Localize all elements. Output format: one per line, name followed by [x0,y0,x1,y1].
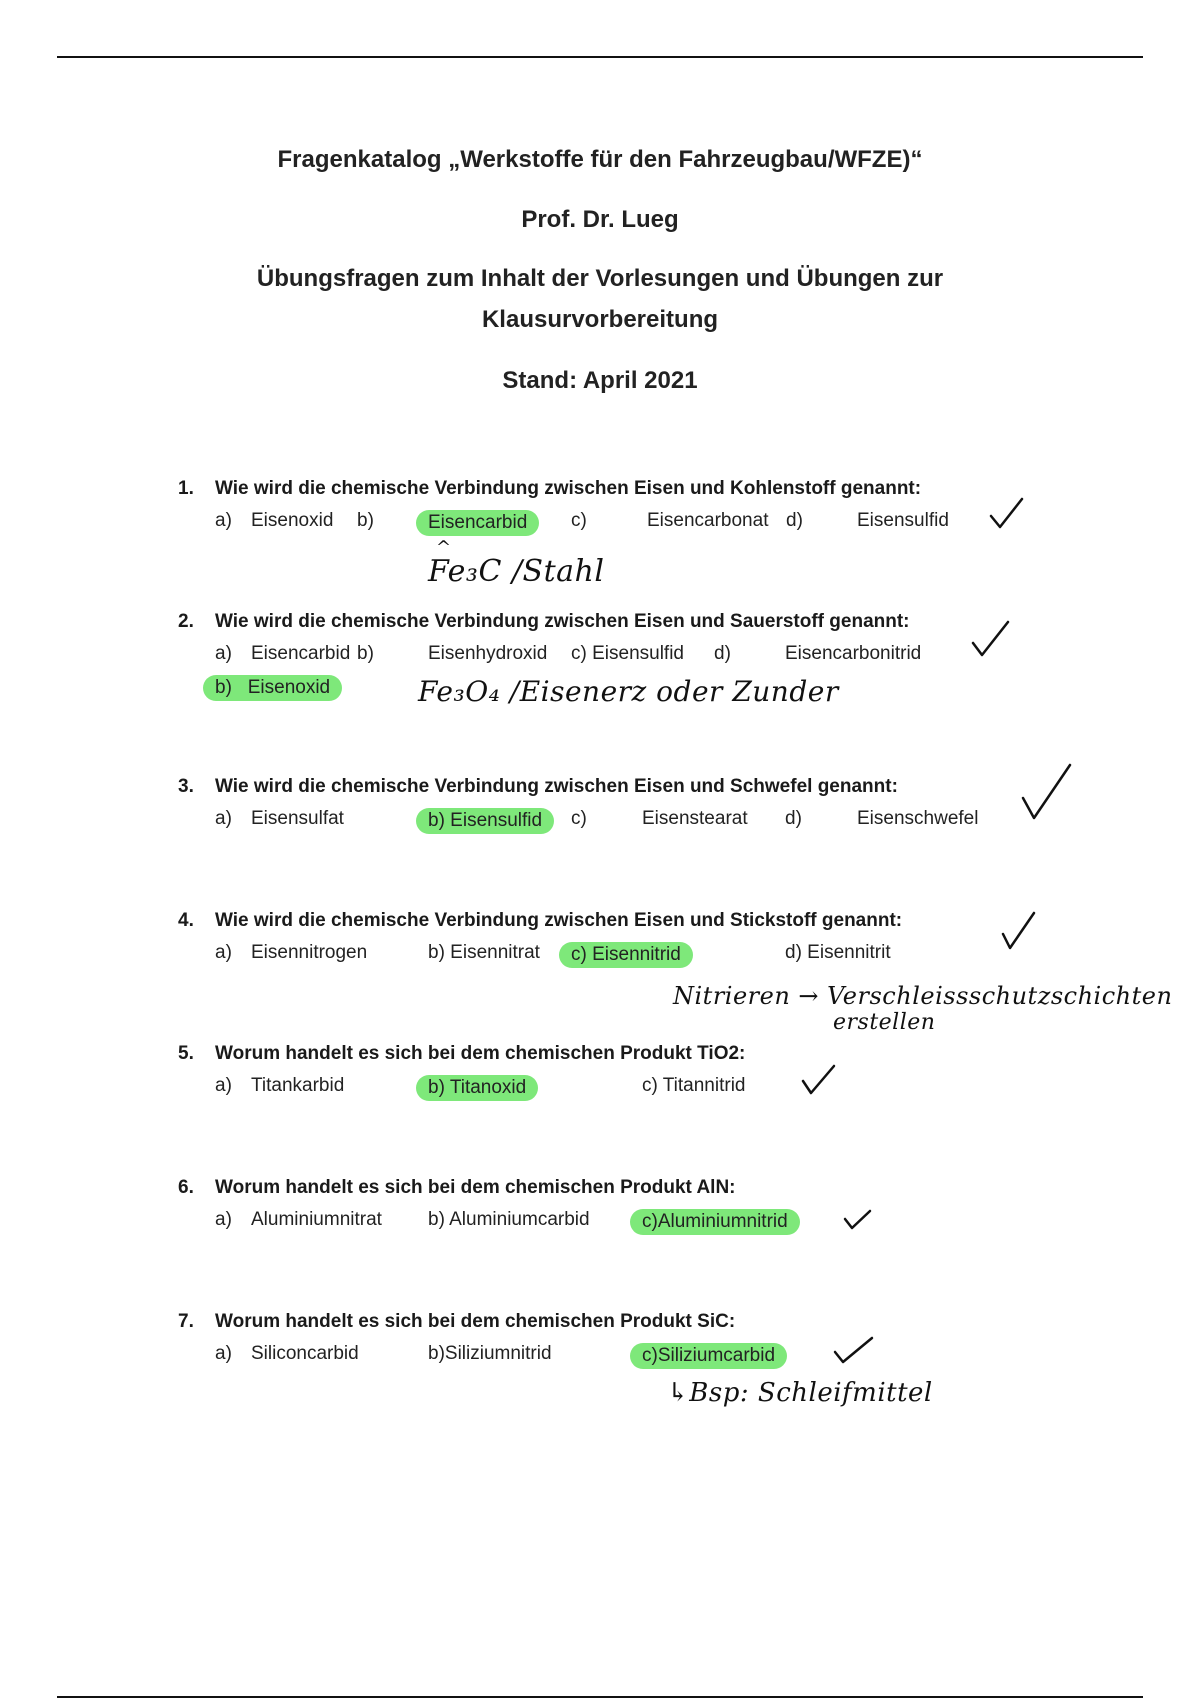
handwritten-note: Nitrieren → Verschleissschutzschichten [673,982,1173,1010]
subtitle-line-1: Übungsfragen zum Inhalt der Vorlesungen und Übungen zur [256,265,944,292]
checkmark-icon [1020,762,1072,822]
question-text: Wie wird die chemische Verbindung zwischen Eisen und Stickstoff genannt: [215,910,903,931]
option-text: Eisensulfat [251,808,344,829]
option-text: Siliconcarbid [251,1343,359,1364]
question-number: 4. [178,910,194,931]
question-6 [0,1177,1200,1232]
question-number: 3. [178,776,194,797]
option-label: c) [571,808,587,829]
option-text: c) Titannitrid [642,1075,746,1096]
option-label: a) [215,643,232,664]
checkmark-icon [970,619,1010,659]
question-number: 6. [178,1177,194,1198]
top-rule [57,56,1143,58]
correct-answer-highlight: b) Eisenoxid [203,675,342,701]
question-text: Wie wird die chemische Verbindung zwischen Eisen und Kohlenstoff genannt: [215,478,922,499]
correct-answer-highlight: Eisencarbid [416,510,539,536]
question-number: 1. [178,478,194,499]
option-text: Eisenstearat [642,808,748,829]
correct-answer-highlight: c)Siliziumcarbid [630,1343,787,1369]
question-text: Wie wird die chemische Verbindung zwischen Eisen und Schwefel genannt: [215,776,898,797]
option-label: a) [215,1343,232,1364]
option-label: c) [571,510,587,531]
option-text: Eisencarbid [251,643,351,664]
professor-name: Prof. Dr. Lueg [521,206,679,233]
option-text: b)Siliziumnitrid [428,1343,552,1364]
question-number: 7. [178,1311,194,1332]
question-text: Wie wird die chemische Verbindung zwischen Eisen und Sauerstoff genannt: [215,611,910,632]
subtitle-line-2: Klausurvorbereitung [481,306,719,333]
question-7 [0,1311,1200,1366]
option-label: a) [215,1075,232,1096]
option-text: Eisencarbonitrid [785,643,922,664]
correct-answer-highlight: c)Aluminiumnitrid [630,1209,800,1235]
handwritten-caret: ^ [436,537,452,558]
checkmark-icon [1000,910,1036,952]
checkmark-icon [842,1207,872,1231]
option-label: d) [786,510,803,531]
handwritten-note: Fe₃O₄ /Eisenerz oder Zunder [418,675,839,708]
question-number: 2. [178,611,194,632]
checkmark-icon [832,1334,874,1366]
option-label: b) [357,643,374,664]
option-label: a) [215,942,232,963]
stand-date: Stand: April 2021 [502,367,698,394]
option-text: b) Eisennitrat [428,942,540,963]
handwritten-note: erstellen [833,1010,936,1035]
option-text: Eisencarbonat [647,510,769,531]
option-label: d) [785,808,802,829]
question-text: Worum handelt es sich bei dem chemischen Produkt AlN: [215,1177,736,1198]
question-text: Worum handelt es sich bei dem chemischen Produkt TiO2: [215,1043,746,1064]
correct-answer-highlight: c) Eisennitrid [559,942,693,968]
option-label: a) [215,1209,232,1230]
option-label: b) [357,510,374,531]
option-text: Titankarbid [251,1075,345,1096]
handwritten-note: ↳Bsp: Schleifmittel [667,1378,933,1408]
option-label: d) [714,643,731,664]
question-text: Worum handelt es sich bei dem chemischen Produkt SiC: [215,1311,736,1332]
option-text: Eisenschwefel [857,808,979,829]
option-text: b) Aluminiumcarbid [428,1209,590,1230]
option-text: c) Eisensulfid [571,643,684,664]
option-text: Eisensulfid [857,510,949,531]
correct-answer-highlight: b) Eisensulfid [416,808,554,834]
document-title: Fragenkatalog „Werkstoffe für den Fahrzeugbau/WFZE)“ [277,146,923,173]
checkmark-icon [988,496,1024,532]
bottom-rule [57,1696,1143,1698]
option-text: Aluminiumnitrat [251,1209,382,1230]
option-text: Eisennitrogen [251,942,368,963]
question-1 [0,478,1200,533]
option-label: a) [215,510,232,531]
option-text: Eisenhydroxid [428,643,548,664]
handwritten-note: Fe₃C /Stahl [428,554,605,589]
correct-answer-highlight: b) Titanoxid [416,1075,538,1101]
question-number: 5. [178,1043,194,1064]
option-text: d) Eisennitrit [785,942,891,963]
option-label: a) [215,808,232,829]
option-text: Eisenoxid [251,510,334,531]
question-5 [0,1043,1200,1098]
checkmark-icon [800,1063,836,1097]
